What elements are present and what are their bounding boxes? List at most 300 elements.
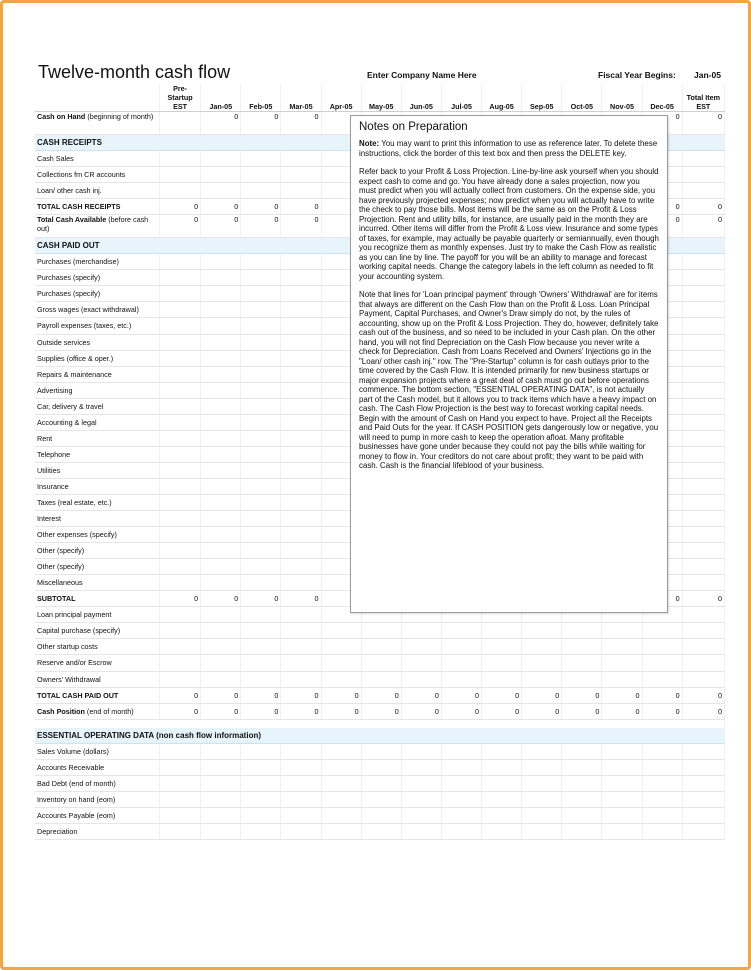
cell-value[interactable] (160, 807, 201, 823)
cell-value[interactable] (321, 639, 361, 655)
cell-value[interactable] (682, 607, 724, 623)
cell-value[interactable]: 0 (201, 591, 241, 607)
cell-value[interactable] (361, 807, 401, 823)
cell-value[interactable]: 0 (482, 703, 522, 719)
cell-value[interactable] (361, 623, 401, 639)
cell-value[interactable] (682, 462, 724, 478)
cell-value[interactable] (281, 494, 321, 510)
cell-value[interactable] (281, 286, 321, 302)
cell-value[interactable] (562, 743, 602, 759)
cell-value[interactable] (522, 807, 562, 823)
cell-value[interactable] (241, 543, 281, 559)
cell-value[interactable] (682, 302, 724, 318)
cell-value[interactable] (682, 151, 724, 167)
cell-value[interactable] (160, 254, 201, 270)
cell-value[interactable] (160, 639, 201, 655)
cell-value[interactable] (201, 286, 241, 302)
cell-value[interactable] (281, 759, 321, 775)
cell-value[interactable] (321, 791, 361, 807)
cell-value[interactable] (241, 511, 281, 527)
cell-value[interactable] (642, 759, 682, 775)
cell-value[interactable] (281, 559, 321, 575)
cell-value[interactable] (482, 671, 522, 687)
cell-value[interactable]: 0 (401, 687, 441, 703)
cell-value[interactable]: 0 (361, 687, 401, 703)
cell-value[interactable] (160, 414, 201, 430)
cell-value[interactable] (281, 575, 321, 591)
cell-value[interactable]: 0 (281, 215, 321, 238)
cell-value[interactable]: 0 (201, 215, 241, 238)
cell-value[interactable] (160, 167, 201, 183)
cell-value[interactable] (201, 318, 241, 334)
cell-value[interactable] (562, 671, 602, 687)
cell-value[interactable] (201, 167, 241, 183)
cell-value[interactable] (281, 462, 321, 478)
cell-value[interactable] (602, 655, 642, 671)
cell-value[interactable] (401, 623, 441, 639)
cell-value[interactable] (522, 759, 562, 775)
cell-value[interactable] (160, 462, 201, 478)
cell-value[interactable] (642, 623, 682, 639)
cell-value[interactable] (281, 430, 321, 446)
cell-value[interactable] (682, 743, 724, 759)
cell-value[interactable]: 0 (441, 703, 481, 719)
cell-value[interactable]: 0 (361, 703, 401, 719)
cell-value[interactable]: 0 (241, 703, 281, 719)
cell-value[interactable] (201, 759, 241, 775)
cell-value[interactable] (441, 655, 481, 671)
cell-value[interactable] (241, 366, 281, 382)
cell-value[interactable] (522, 823, 562, 839)
cell-value[interactable] (241, 167, 281, 183)
cell-value[interactable] (522, 623, 562, 639)
cell-value[interactable] (201, 607, 241, 623)
cell-value[interactable] (281, 270, 321, 286)
cell-value[interactable] (281, 791, 321, 807)
cell-value[interactable] (241, 414, 281, 430)
cell-value[interactable]: 0 (682, 199, 724, 215)
cell-value[interactable] (281, 775, 321, 791)
cell-value[interactable] (441, 639, 481, 655)
cell-value[interactable] (682, 478, 724, 494)
cell-value[interactable] (361, 759, 401, 775)
cell-value[interactable] (201, 543, 241, 559)
cell-value[interactable]: 0 (321, 687, 361, 703)
cell-value[interactable]: 0 (160, 703, 201, 719)
cell-value[interactable]: 0 (201, 687, 241, 703)
cell-value[interactable] (602, 791, 642, 807)
cell-value[interactable] (482, 623, 522, 639)
cell-value[interactable] (241, 791, 281, 807)
cell-value[interactable] (160, 559, 201, 575)
cell-value[interactable] (241, 623, 281, 639)
cell-value[interactable]: 0 (682, 703, 724, 719)
cell-value[interactable] (281, 655, 321, 671)
cell-value[interactable] (241, 318, 281, 334)
cell-value[interactable] (160, 775, 201, 791)
cell-value[interactable] (241, 350, 281, 366)
cell-value[interactable] (682, 270, 724, 286)
cell-value[interactable] (602, 759, 642, 775)
cell-value[interactable] (160, 382, 201, 398)
cell-value[interactable] (482, 823, 522, 839)
cell-value[interactable] (201, 527, 241, 543)
cell-value[interactable] (281, 302, 321, 318)
cell-value[interactable] (482, 791, 522, 807)
cell-value[interactable] (401, 791, 441, 807)
cell-value[interactable]: 0 (682, 591, 724, 607)
cell-value[interactable] (241, 286, 281, 302)
cell-value[interactable] (281, 398, 321, 414)
cell-value[interactable] (682, 183, 724, 199)
cell-value[interactable] (281, 511, 321, 527)
cell-value[interactable] (361, 743, 401, 759)
cell-value[interactable] (441, 671, 481, 687)
cell-value[interactable]: 0 (281, 687, 321, 703)
cell-value[interactable] (562, 791, 602, 807)
cell-value[interactable] (602, 823, 642, 839)
cell-value[interactable] (401, 759, 441, 775)
cell-value[interactable] (361, 671, 401, 687)
cell-value[interactable] (241, 302, 281, 318)
cell-value[interactable]: 0 (241, 215, 281, 238)
cell-value[interactable] (401, 671, 441, 687)
cell-value[interactable] (682, 430, 724, 446)
company-name[interactable]: Enter Company Name Here (367, 70, 477, 80)
cell-value[interactable] (160, 494, 201, 510)
cell-value[interactable] (160, 183, 201, 199)
cell-value[interactable] (321, 775, 361, 791)
cell-value[interactable] (562, 623, 602, 639)
cell-value[interactable] (281, 478, 321, 494)
cell-value[interactable] (160, 112, 201, 135)
cell-value[interactable]: 0 (281, 199, 321, 215)
cell-value[interactable] (160, 270, 201, 286)
cell-value[interactable] (160, 366, 201, 382)
cell-value[interactable] (241, 671, 281, 687)
cell-value[interactable] (281, 167, 321, 183)
cell-value[interactable]: 0 (682, 215, 724, 238)
cell-value[interactable] (160, 478, 201, 494)
cell-value[interactable] (281, 671, 321, 687)
cell-value[interactable] (241, 639, 281, 655)
cell-value[interactable] (281, 254, 321, 270)
cell-value[interactable] (241, 743, 281, 759)
cell-value[interactable] (482, 775, 522, 791)
cell-value[interactable] (482, 807, 522, 823)
cell-value[interactable] (241, 823, 281, 839)
cell-value[interactable] (522, 791, 562, 807)
cell-value[interactable] (281, 807, 321, 823)
cell-value[interactable] (321, 823, 361, 839)
cell-value[interactable] (682, 559, 724, 575)
cell-value[interactable] (642, 775, 682, 791)
cell-value[interactable] (160, 446, 201, 462)
cell-value[interactable] (201, 151, 241, 167)
cell-value[interactable] (682, 286, 724, 302)
cell-value[interactable] (321, 671, 361, 687)
cell-value[interactable]: 0 (160, 687, 201, 703)
cell-value[interactable] (682, 527, 724, 543)
cell-value[interactable] (682, 823, 724, 839)
cell-value[interactable]: 0 (160, 591, 201, 607)
cell-value[interactable] (441, 807, 481, 823)
cell-value[interactable] (160, 151, 201, 167)
cell-value[interactable] (682, 671, 724, 687)
cell-value[interactable] (241, 607, 281, 623)
cell-value[interactable] (642, 639, 682, 655)
cell-value[interactable] (602, 775, 642, 791)
cell-value[interactable] (361, 775, 401, 791)
cell-value[interactable] (241, 575, 281, 591)
cell-value[interactable] (241, 183, 281, 199)
cell-value[interactable] (562, 807, 602, 823)
cell-value[interactable] (642, 791, 682, 807)
cell-value[interactable] (682, 398, 724, 414)
cell-value[interactable] (241, 398, 281, 414)
cell-value[interactable] (522, 743, 562, 759)
cell-value[interactable] (160, 398, 201, 414)
cell-value[interactable] (401, 807, 441, 823)
cell-value[interactable] (201, 671, 241, 687)
cell-value[interactable] (522, 655, 562, 671)
cell-value[interactable] (482, 743, 522, 759)
cell-value[interactable] (682, 511, 724, 527)
cell-value[interactable] (201, 414, 241, 430)
cell-value[interactable] (201, 478, 241, 494)
cell-value[interactable]: 0 (642, 591, 682, 607)
cell-value[interactable] (281, 823, 321, 839)
cell-value[interactable] (682, 318, 724, 334)
cell-value[interactable] (441, 823, 481, 839)
cell-value[interactable] (201, 350, 241, 366)
cell-value[interactable]: 0 (281, 591, 321, 607)
cell-value[interactable] (441, 623, 481, 639)
cell-value[interactable] (201, 791, 241, 807)
cell-value[interactable] (160, 334, 201, 350)
cell-value[interactable] (482, 759, 522, 775)
cell-value[interactable] (682, 543, 724, 559)
cell-value[interactable] (642, 807, 682, 823)
cell-value[interactable]: 0 (602, 687, 642, 703)
cell-value[interactable]: 0 (482, 687, 522, 703)
cell-value[interactable] (361, 823, 401, 839)
cell-value[interactable]: 0 (201, 199, 241, 215)
cell-value[interactable] (522, 639, 562, 655)
cell-value[interactable] (160, 430, 201, 446)
cell-value[interactable] (201, 398, 241, 414)
cell-value[interactable] (401, 639, 441, 655)
cell-value[interactable] (602, 639, 642, 655)
cell-value[interactable] (482, 639, 522, 655)
cell-value[interactable] (281, 366, 321, 382)
cell-value[interactable] (401, 743, 441, 759)
cell-value[interactable]: 0 (562, 703, 602, 719)
cell-value[interactable] (241, 334, 281, 350)
cell-value[interactable] (522, 671, 562, 687)
cell-value[interactable] (201, 494, 241, 510)
cell-value[interactable] (241, 462, 281, 478)
cell-value[interactable] (281, 623, 321, 639)
cell-value[interactable]: 0 (241, 591, 281, 607)
cell-value[interactable] (201, 430, 241, 446)
cell-value[interactable]: 0 (682, 112, 724, 135)
cell-value[interactable]: 0 (642, 687, 682, 703)
cell-value[interactable] (201, 334, 241, 350)
cell-value[interactable] (160, 511, 201, 527)
notes-text-box[interactable] (350, 115, 668, 613)
cell-value[interactable]: 0 (241, 112, 281, 135)
cell-value[interactable] (201, 623, 241, 639)
cell-value[interactable]: 0 (201, 112, 241, 135)
fiscal-year-value[interactable]: Jan-05 (694, 70, 721, 80)
cell-value[interactable] (482, 655, 522, 671)
cell-value[interactable]: 0 (281, 112, 321, 135)
cell-value[interactable] (281, 151, 321, 167)
cell-value[interactable] (682, 759, 724, 775)
cell-value[interactable] (401, 655, 441, 671)
cell-value[interactable] (602, 671, 642, 687)
cell-value[interactable] (241, 807, 281, 823)
cell-value[interactable]: 0 (642, 112, 682, 135)
cell-value[interactable]: 0 (441, 687, 481, 703)
cell-value[interactable] (562, 823, 602, 839)
cell-value[interactable] (642, 655, 682, 671)
cell-value[interactable] (281, 350, 321, 366)
cell-value[interactable] (682, 414, 724, 430)
cell-value[interactable] (160, 823, 201, 839)
cell-value[interactable] (682, 639, 724, 655)
cell-value[interactable] (441, 791, 481, 807)
cell-value[interactable] (241, 430, 281, 446)
cell-value[interactable]: 0 (281, 703, 321, 719)
cell-value[interactable] (441, 775, 481, 791)
cell-value[interactable] (682, 623, 724, 639)
cell-value[interactable] (281, 607, 321, 623)
cell-value[interactable]: 0 (642, 199, 682, 215)
cell-value[interactable] (281, 743, 321, 759)
cell-value[interactable] (682, 807, 724, 823)
cell-value[interactable] (562, 759, 602, 775)
cell-value[interactable] (201, 511, 241, 527)
cell-value[interactable] (682, 366, 724, 382)
cell-value[interactable] (160, 759, 201, 775)
cell-value[interactable] (241, 494, 281, 510)
cell-value[interactable] (562, 655, 602, 671)
cell-value[interactable]: 0 (160, 215, 201, 238)
cell-value[interactable] (241, 478, 281, 494)
cell-value[interactable] (562, 775, 602, 791)
cell-value[interactable] (281, 318, 321, 334)
cell-value[interactable] (241, 775, 281, 791)
cell-value[interactable]: 0 (562, 687, 602, 703)
cell-value[interactable] (201, 807, 241, 823)
cell-value[interactable] (682, 446, 724, 462)
cell-value[interactable] (241, 270, 281, 286)
cell-value[interactable] (602, 807, 642, 823)
cell-value[interactable] (201, 302, 241, 318)
cell-value[interactable] (321, 623, 361, 639)
cell-value[interactable] (682, 382, 724, 398)
cell-value[interactable]: 0 (201, 703, 241, 719)
cell-value[interactable] (201, 382, 241, 398)
cell-value[interactable] (160, 671, 201, 687)
cell-value[interactable] (201, 462, 241, 478)
cell-value[interactable] (201, 775, 241, 791)
cell-value[interactable] (602, 743, 642, 759)
cell-value[interactable] (642, 671, 682, 687)
cell-value[interactable] (201, 639, 241, 655)
cell-value[interactable] (562, 639, 602, 655)
cell-value[interactable] (281, 382, 321, 398)
cell-value[interactable] (241, 527, 281, 543)
cell-value[interactable] (321, 655, 361, 671)
cell-value[interactable] (321, 759, 361, 775)
cell-value[interactable] (201, 575, 241, 591)
cell-value[interactable] (160, 743, 201, 759)
cell-value[interactable] (642, 823, 682, 839)
cell-value[interactable] (241, 759, 281, 775)
cell-value[interactable] (281, 543, 321, 559)
cell-value[interactable] (160, 543, 201, 559)
cell-value[interactable]: 0 (401, 703, 441, 719)
cell-value[interactable] (201, 366, 241, 382)
cell-value[interactable] (241, 559, 281, 575)
cell-value[interactable]: 0 (642, 703, 682, 719)
cell-value[interactable] (682, 334, 724, 350)
cell-value[interactable] (682, 167, 724, 183)
cell-value[interactable] (201, 559, 241, 575)
cell-value[interactable] (241, 446, 281, 462)
cell-value[interactable] (201, 743, 241, 759)
cell-value[interactable] (522, 775, 562, 791)
cell-value[interactable] (160, 575, 201, 591)
cell-value[interactable] (321, 807, 361, 823)
cell-value[interactable] (642, 743, 682, 759)
cell-value[interactable] (160, 791, 201, 807)
cell-value[interactable] (160, 527, 201, 543)
cell-value[interactable] (160, 318, 201, 334)
cell-value[interactable] (241, 655, 281, 671)
cell-value[interactable]: 0 (241, 687, 281, 703)
cell-value[interactable] (361, 791, 401, 807)
cell-value[interactable] (281, 334, 321, 350)
cell-value[interactable] (281, 446, 321, 462)
cell-value[interactable]: 0 (160, 199, 201, 215)
cell-value[interactable] (401, 775, 441, 791)
cell-value[interactable] (682, 254, 724, 270)
cell-value[interactable] (201, 183, 241, 199)
cell-value[interactable]: 0 (602, 703, 642, 719)
cell-value[interactable] (160, 286, 201, 302)
cell-value[interactable] (160, 302, 201, 318)
cell-value[interactable] (361, 655, 401, 671)
cell-value[interactable] (682, 494, 724, 510)
cell-value[interactable] (201, 823, 241, 839)
cell-value[interactable] (241, 254, 281, 270)
cell-value[interactable] (682, 575, 724, 591)
cell-value[interactable] (682, 655, 724, 671)
cell-value[interactable]: 0 (682, 687, 724, 703)
cell-value[interactable] (201, 270, 241, 286)
cell-value[interactable] (602, 623, 642, 639)
cell-value[interactable] (441, 743, 481, 759)
cell-value[interactable] (441, 759, 481, 775)
cell-value[interactable]: 0 (522, 703, 562, 719)
cell-value[interactable] (160, 607, 201, 623)
cell-value[interactable] (201, 446, 241, 462)
cell-value[interactable] (682, 791, 724, 807)
